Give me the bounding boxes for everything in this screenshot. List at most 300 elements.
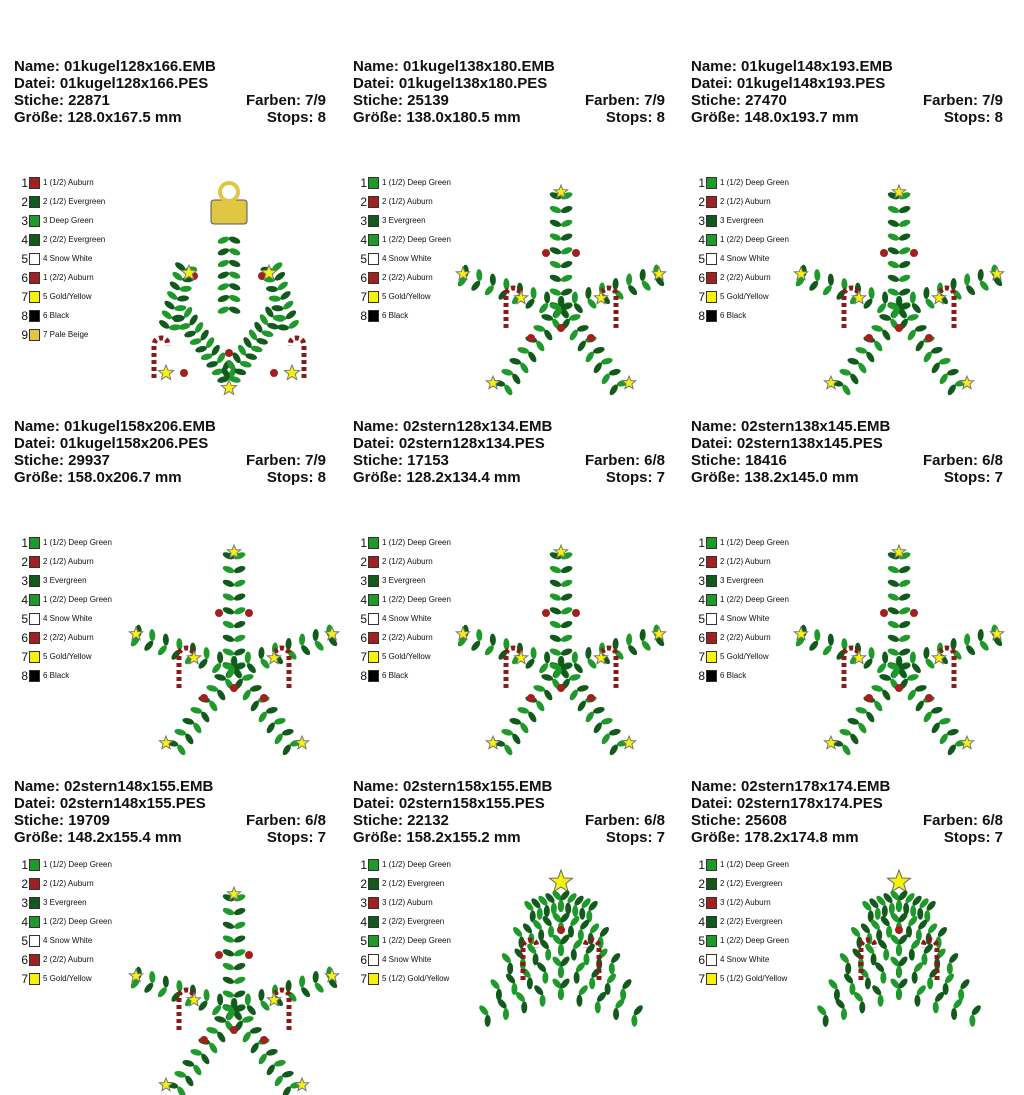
embroidery-design [789, 860, 1009, 1090]
color-swatch [29, 177, 40, 189]
color-swatch [29, 613, 40, 625]
color-legend [695, 533, 789, 685]
info-row [691, 435, 1003, 452]
legend-label: 3 (1/2) Auburn [382, 898, 433, 907]
legend-number: 8 [21, 668, 28, 683]
design-file: Datei: 01kugel138x180.PES [353, 75, 548, 92]
legend-number: 1 [360, 535, 367, 550]
legend-label: 3 Evergreen [720, 216, 764, 225]
color-swatch [29, 537, 40, 549]
legend-label: 5 Gold/Yellow [720, 292, 769, 301]
info-row [353, 795, 665, 812]
color-count: Farben: 7/9 [245, 92, 326, 109]
stitch-count: Stiche: 22132 [353, 812, 449, 829]
legend-number: 3 [360, 895, 367, 910]
legend-item [357, 893, 444, 912]
design-name: Name: 02stern158x155.EMB [353, 778, 553, 795]
legend-number: 2 [21, 554, 28, 569]
legend-item [18, 325, 105, 344]
color-count: Farben: 6/8 [922, 812, 1003, 829]
design-name: Name: 01kugel158x206.EMB [14, 418, 216, 435]
legend-number: 3 [698, 895, 705, 910]
info-row [353, 452, 665, 469]
color-swatch [29, 973, 40, 985]
legend-number: 5 [360, 251, 367, 266]
legend-item [357, 609, 444, 628]
legend-item [357, 874, 444, 893]
legend-item [357, 249, 444, 268]
legend-label: 1 (1/2) Deep Green [720, 178, 789, 187]
info-row [353, 778, 665, 795]
legend-item [357, 533, 451, 552]
color-swatch [706, 575, 717, 587]
legend-label: 5 Gold/Yellow [720, 652, 769, 661]
info-row [14, 795, 326, 812]
legend-item [695, 268, 782, 287]
design-file: Datei: 02stern138x145.PES [691, 435, 883, 452]
legend-number: 2 [360, 554, 367, 569]
legend-label: 2 (2/2) Evergreen [720, 917, 783, 926]
legend-number: 1 [360, 857, 367, 872]
stop-count: Stops: 7 [605, 469, 665, 486]
legend-label: 2 (2/2) Evergreen [43, 235, 106, 244]
legend-label: 6 Black [43, 311, 70, 320]
legend-item [695, 628, 782, 647]
color-swatch [368, 215, 379, 227]
legend-item [695, 609, 782, 628]
legend-number: 4 [698, 232, 705, 247]
color-swatch [29, 196, 40, 208]
legend-item [357, 855, 451, 874]
info-row [14, 418, 326, 435]
info-row [353, 58, 665, 75]
legend-label: 2 (1/2) Evergreen [382, 879, 445, 888]
legend-label: 6 Black [720, 311, 747, 320]
color-swatch [706, 670, 717, 682]
legend-label: 5 Gold/Yellow [43, 974, 92, 983]
color-swatch [368, 594, 379, 606]
legend-label: 1 (2/2) Deep Green [382, 235, 451, 244]
design-file: Datei: 02stern158x155.PES [353, 795, 545, 812]
legend-item [357, 268, 444, 287]
color-swatch [368, 613, 379, 625]
legend-number: 8 [698, 308, 705, 323]
legend-label: 5 Gold/Yellow [43, 652, 92, 661]
stitch-count: Stiche: 29937 [14, 452, 110, 469]
stop-count: Stops: 8 [266, 469, 326, 486]
embroidery-design [124, 538, 344, 768]
info-row [353, 469, 665, 486]
legend-number: 2 [698, 554, 705, 569]
legend-number: 4 [698, 914, 705, 929]
color-swatch [706, 537, 717, 549]
design-size: Größe: 148.0x193.7 mm [691, 109, 859, 126]
legend-item [695, 211, 782, 230]
color-swatch [29, 575, 40, 587]
legend-label: 1 (2/2) Deep Green [720, 595, 789, 604]
legend-label: 4 Snow White [43, 254, 93, 263]
legend-number: 2 [698, 876, 705, 891]
legend-item [18, 533, 112, 552]
color-swatch [368, 935, 379, 947]
legend-item [357, 552, 444, 571]
legend-number: 7 [21, 971, 28, 986]
design-file: Datei: 02stern178x174.PES [691, 795, 883, 812]
color-swatch [29, 253, 40, 265]
legend-label: 3 (1/2) Auburn [720, 898, 771, 907]
legend-item [357, 287, 444, 306]
legend-item [357, 950, 444, 969]
color-count: Farben: 6/8 [584, 812, 665, 829]
legend-label: 3 Evergreen [43, 576, 87, 585]
color-swatch [706, 859, 717, 871]
design-name: Name: 01kugel138x180.EMB [353, 58, 555, 75]
legend-item [695, 590, 789, 609]
design-info [14, 58, 326, 126]
legend-label: 2 (1/2) Evergreen [720, 879, 783, 888]
embroidery-design [124, 178, 344, 408]
legend-item [18, 874, 105, 893]
color-swatch [29, 556, 40, 568]
legend-label: 4 Snow White [720, 614, 770, 623]
color-count: Farben: 7/9 [584, 92, 665, 109]
stop-count: Stops: 7 [943, 829, 1003, 846]
legend-item [18, 666, 105, 685]
legend-number: 8 [21, 308, 28, 323]
legend-label: 6 Black [720, 671, 747, 680]
legend-item [357, 571, 444, 590]
legend-item [695, 552, 782, 571]
color-swatch [368, 916, 379, 928]
legend-label: 5 Gold/Yellow [382, 652, 431, 661]
info-row [691, 778, 1003, 795]
design-size: Größe: 128.0x167.5 mm [14, 109, 182, 126]
legend-label: 2 (2/2) Auburn [382, 633, 433, 642]
color-swatch [29, 954, 40, 966]
legend-label: 2 (2/2) Auburn [43, 633, 94, 642]
legend-item [357, 590, 451, 609]
design-file: Datei: 01kugel158x206.PES [14, 435, 209, 452]
color-swatch [368, 878, 379, 890]
color-swatch [706, 291, 717, 303]
info-row [14, 469, 326, 486]
color-swatch [706, 253, 717, 265]
info-row [14, 75, 326, 92]
design-info [353, 58, 665, 126]
legend-number: 7 [698, 289, 705, 304]
legend-number: 5 [698, 251, 705, 266]
stitch-count: Stiche: 19709 [14, 812, 110, 829]
color-swatch [706, 196, 717, 208]
legend-number: 5 [698, 611, 705, 626]
legend-label: 3 Evergreen [43, 898, 87, 907]
legend-label: 3 Deep Green [43, 216, 94, 225]
color-swatch [29, 859, 40, 871]
color-swatch [368, 253, 379, 265]
legend-number: 8 [360, 668, 367, 683]
legend-label: 6 Black [382, 311, 409, 320]
legend-item [18, 950, 105, 969]
legend-item [357, 647, 444, 666]
info-row [691, 75, 1003, 92]
legend-number: 3 [360, 213, 367, 228]
info-row [14, 58, 326, 75]
legend-number: 4 [21, 914, 28, 929]
design-info [353, 418, 665, 486]
legend-item [357, 912, 444, 931]
legend-number: 9 [21, 327, 28, 342]
color-swatch [706, 234, 717, 246]
color-swatch [368, 291, 379, 303]
info-row [691, 469, 1003, 486]
info-row [353, 109, 665, 126]
legend-item [695, 306, 782, 325]
legend-number: 6 [360, 952, 367, 967]
legend-item [695, 230, 789, 249]
info-row [691, 109, 1003, 126]
color-swatch [29, 878, 40, 890]
legend-number: 8 [360, 308, 367, 323]
legend-item [18, 173, 105, 192]
info-row [691, 58, 1003, 75]
color-swatch [706, 916, 717, 928]
legend-number: 4 [360, 914, 367, 929]
legend-number: 6 [698, 952, 705, 967]
design-size: Größe: 148.2x155.4 mm [14, 829, 182, 846]
legend-number: 1 [698, 535, 705, 550]
legend-item [18, 628, 105, 647]
color-swatch [368, 234, 379, 246]
legend-number: 4 [360, 592, 367, 607]
legend-number: 6 [698, 630, 705, 645]
legend-label: 2 (1/2) Auburn [382, 197, 433, 206]
color-swatch [29, 215, 40, 227]
design-file: Datei: 02stern128x134.PES [353, 435, 545, 452]
legend-number: 1 [698, 175, 705, 190]
legend-item [695, 874, 782, 893]
legend-number: 2 [698, 194, 705, 209]
color-count: Farben: 7/9 [245, 452, 326, 469]
info-row [353, 435, 665, 452]
design-name: Name: 02stern128x134.EMB [353, 418, 553, 435]
design-size: Größe: 158.0x206.7 mm [14, 469, 182, 486]
design-file: Datei: 01kugel148x193.PES [691, 75, 886, 92]
color-swatch [368, 651, 379, 663]
color-swatch [706, 272, 717, 284]
stop-count: Stops: 7 [266, 829, 326, 846]
stitch-count: Stiche: 22871 [14, 92, 110, 109]
legend-item [695, 287, 782, 306]
info-row [14, 778, 326, 795]
legend-number: 7 [698, 649, 705, 664]
legend-number: 6 [360, 630, 367, 645]
legend-label: 1 (1/2) Deep Green [382, 178, 451, 187]
info-row [353, 75, 665, 92]
legend-number: 2 [360, 876, 367, 891]
color-swatch [706, 935, 717, 947]
color-swatch [368, 575, 379, 587]
legend-item [357, 666, 444, 685]
color-legend [18, 855, 112, 988]
legend-label: 2 (2/2) Auburn [43, 955, 94, 964]
legend-number: 2 [21, 194, 28, 209]
legend-item [695, 666, 782, 685]
info-row [14, 92, 326, 109]
stop-count: Stops: 7 [943, 469, 1003, 486]
color-swatch [29, 670, 40, 682]
legend-item [18, 268, 105, 287]
color-legend [357, 533, 451, 685]
color-swatch [368, 973, 379, 985]
info-row [14, 435, 326, 452]
legend-label: 2 (1/2) Auburn [382, 557, 433, 566]
color-swatch [368, 556, 379, 568]
legend-number: 6 [698, 270, 705, 285]
legend-item [695, 855, 789, 874]
legend-number: 4 [21, 592, 28, 607]
legend-item [695, 173, 789, 192]
color-swatch [706, 594, 717, 606]
legend-item [695, 950, 782, 969]
design-size: Größe: 158.2x155.2 mm [353, 829, 521, 846]
legend-item [18, 855, 112, 874]
legend-label: 4 Snow White [382, 614, 432, 623]
stitch-count: Stiche: 18416 [691, 452, 787, 469]
legend-number: 2 [21, 876, 28, 891]
legend-number: 5 [21, 611, 28, 626]
legend-number: 5 [360, 933, 367, 948]
legend-item [18, 571, 105, 590]
legend-item [695, 893, 782, 912]
stitch-count: Stiche: 25608 [691, 812, 787, 829]
color-swatch [368, 670, 379, 682]
legend-item [357, 173, 451, 192]
legend-item [695, 533, 789, 552]
legend-number: 6 [21, 952, 28, 967]
legend-number: 6 [21, 630, 28, 645]
color-swatch [706, 632, 717, 644]
legend-item [18, 552, 105, 571]
color-legend [18, 533, 112, 685]
legend-item [18, 931, 105, 950]
legend-number: 3 [21, 213, 28, 228]
info-row [353, 418, 665, 435]
legend-item [18, 192, 105, 211]
legend-label: 1 (1/2) Deep Green [382, 538, 451, 547]
legend-number: 3 [21, 895, 28, 910]
color-swatch [368, 196, 379, 208]
stitch-count: Stiche: 17153 [353, 452, 449, 469]
info-row [14, 812, 326, 829]
legend-item [18, 287, 105, 306]
legend-label: 1 (2/2) Deep Green [43, 917, 112, 926]
legend-item [18, 969, 105, 988]
color-swatch [29, 272, 40, 284]
legend-label: 1 (2/2) Deep Green [43, 595, 112, 604]
legend-item [18, 230, 105, 249]
legend-item [18, 211, 105, 230]
color-swatch [706, 897, 717, 909]
legend-label: 2 (1/2) Auburn [720, 197, 771, 206]
design-size: Größe: 138.2x145.0 mm [691, 469, 859, 486]
color-swatch [368, 177, 379, 189]
legend-item [357, 931, 451, 950]
legend-item [695, 969, 788, 988]
legend-number: 6 [360, 270, 367, 285]
color-legend [695, 173, 789, 325]
color-swatch [368, 954, 379, 966]
legend-item [695, 192, 782, 211]
info-row [14, 452, 326, 469]
color-count: Farben: 7/9 [922, 92, 1003, 109]
legend-label: 4 Snow White [43, 936, 93, 945]
legend-label: 1 (2/2) Deep Green [382, 936, 451, 945]
legend-item [357, 230, 451, 249]
legend-label: 2 (2/2) Auburn [720, 633, 771, 642]
legend-number: 3 [360, 573, 367, 588]
legend-number: 7 [21, 649, 28, 664]
legend-number: 7 [360, 289, 367, 304]
legend-item [357, 192, 444, 211]
color-swatch [368, 272, 379, 284]
color-swatch [706, 878, 717, 890]
legend-item [18, 912, 112, 931]
legend-label: 2 (1/2) Evergreen [43, 197, 106, 206]
legend-item [18, 609, 105, 628]
color-swatch [29, 234, 40, 246]
legend-label: 5 Gold/Yellow [43, 292, 92, 301]
color-swatch [706, 177, 717, 189]
stop-count: Stops: 8 [943, 109, 1003, 126]
legend-label: 5 (1/2) Gold/Yellow [382, 974, 450, 983]
legend-item [18, 249, 105, 268]
legend-label: 4 Snow White [382, 955, 432, 964]
legend-label: 2 (1/2) Auburn [720, 557, 771, 566]
design-name: Name: 01kugel148x193.EMB [691, 58, 893, 75]
legend-label: 7 Pale Beige [43, 330, 89, 339]
info-row [691, 452, 1003, 469]
color-swatch [29, 651, 40, 663]
color-swatch [368, 632, 379, 644]
legend-number: 8 [698, 668, 705, 683]
legend-number: 1 [698, 857, 705, 872]
legend-label: 5 Gold/Yellow [382, 292, 431, 301]
color-swatch [29, 916, 40, 928]
legend-number: 5 [360, 611, 367, 626]
color-swatch [29, 329, 40, 341]
color-legend [695, 855, 789, 988]
info-row [691, 418, 1003, 435]
color-swatch [29, 291, 40, 303]
legend-item [357, 628, 444, 647]
info-row [353, 92, 665, 109]
color-legend [357, 173, 451, 325]
color-swatch [706, 954, 717, 966]
color-swatch [368, 859, 379, 871]
design-file: Datei: 02stern148x155.PES [14, 795, 206, 812]
legend-label: 4 Snow White [382, 254, 432, 263]
info-row [14, 109, 326, 126]
color-swatch [706, 556, 717, 568]
legend-number: 1 [21, 175, 28, 190]
design-info [691, 778, 1003, 846]
design-name: Name: 02stern138x145.EMB [691, 418, 891, 435]
legend-label: 2 (1/2) Auburn [43, 879, 94, 888]
design-size: Größe: 178.2x174.8 mm [691, 829, 859, 846]
legend-item [695, 647, 782, 666]
design-info [691, 58, 1003, 126]
info-row [691, 795, 1003, 812]
